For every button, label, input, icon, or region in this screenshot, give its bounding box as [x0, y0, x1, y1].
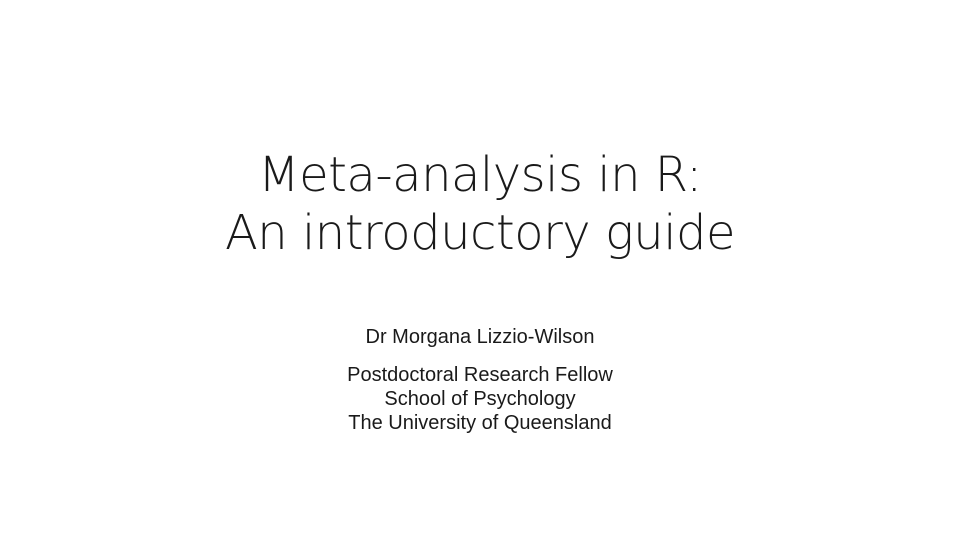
- title-line-1: Meta-analysis in R:: [258, 147, 702, 203]
- slide-subtitle: [180, 325, 780, 435]
- title-line-2: An introductory guide: [224, 205, 736, 261]
- author-university: The University of Queensland: [348, 412, 612, 434]
- author-name: Dr Morgana Lizzio-Wilson: [365, 326, 595, 348]
- author-school: School of Psychology: [384, 388, 576, 410]
- slide-title: [80, 146, 880, 262]
- author-position: Postdoctoral Research Fellow: [347, 364, 613, 386]
